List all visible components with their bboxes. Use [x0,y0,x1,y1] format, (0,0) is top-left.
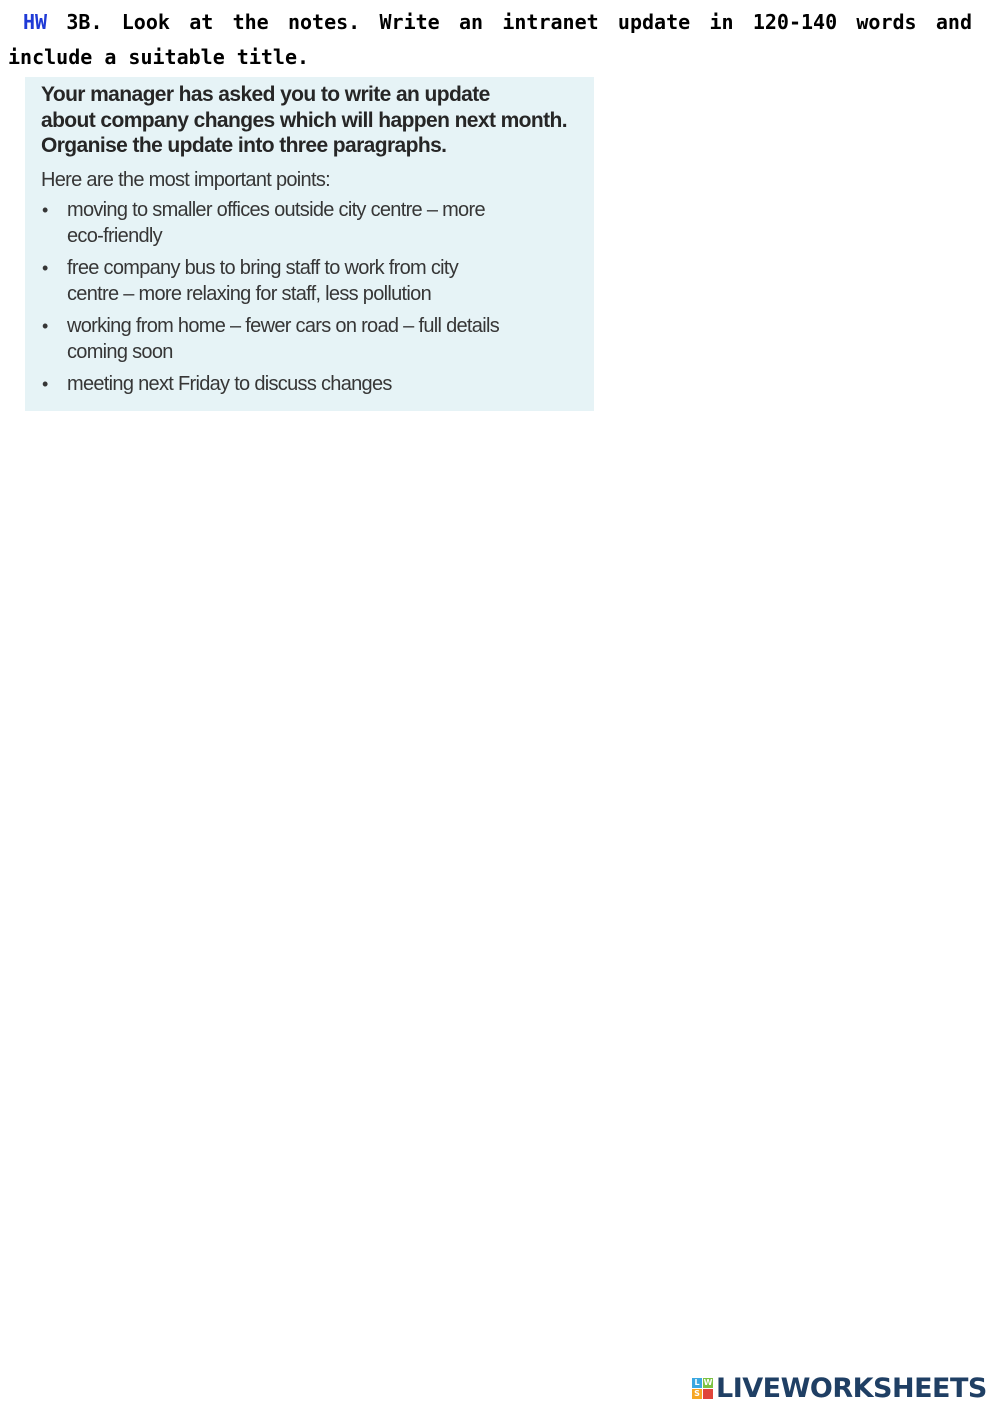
bullet-icon: • [42,257,48,278]
logo-tile-1: L [692,1378,702,1388]
liveworksheets-logo [692,1371,987,1405]
liveworksheets-logo-icon [692,1378,713,1399]
point-1-line-2: eco-friendly [67,225,162,247]
list-item [41,371,537,398]
notes-points-heading: Here are the most important points: [41,168,330,191]
point-4-line-1: meeting next Friday to discuss changes [67,372,392,395]
notes-intro-line-3: Organise the update into three paragraphs. [41,134,447,157]
point-2-line-1: free company bus to bring staff to work from city [67,256,459,279]
point-3-line-1: working from home – fewer cars on road – full details [67,314,500,337]
notes-intro-line-1: Your manager has asked you to write an update [41,83,490,106]
notes-intro [41,82,590,159]
notes-box [25,77,594,411]
notes-intro-line-2: about company changes which will happen next month. [41,108,567,132]
list-item [41,255,537,308]
list-item [41,313,537,366]
logo-tile-3: S [692,1389,702,1399]
bullet-icon: • [42,373,48,394]
instruction-text [8,5,972,75]
point-3-line-2: coming soon [67,341,173,363]
point-2-line-2: centre – more relaxing for staff, less pollution [67,283,432,305]
instruction-body: 3B. Look at the notes. Write an intranet update in 120-140 words and include a suitable title. [8,10,972,69]
notes-list [41,197,590,398]
list-item [41,197,537,250]
logo-tile-2: W [703,1377,713,1387]
liveworksheets-logo-text: LIVEWORKSHEETS [716,1372,987,1404]
logo-tile-4 [703,1389,713,1399]
point-1-line-1: moving to smaller offices outside city centre – more [67,198,485,221]
hw-label: HW [23,10,48,34]
bullet-icon: • [42,315,48,336]
bullet-icon: • [42,199,48,220]
